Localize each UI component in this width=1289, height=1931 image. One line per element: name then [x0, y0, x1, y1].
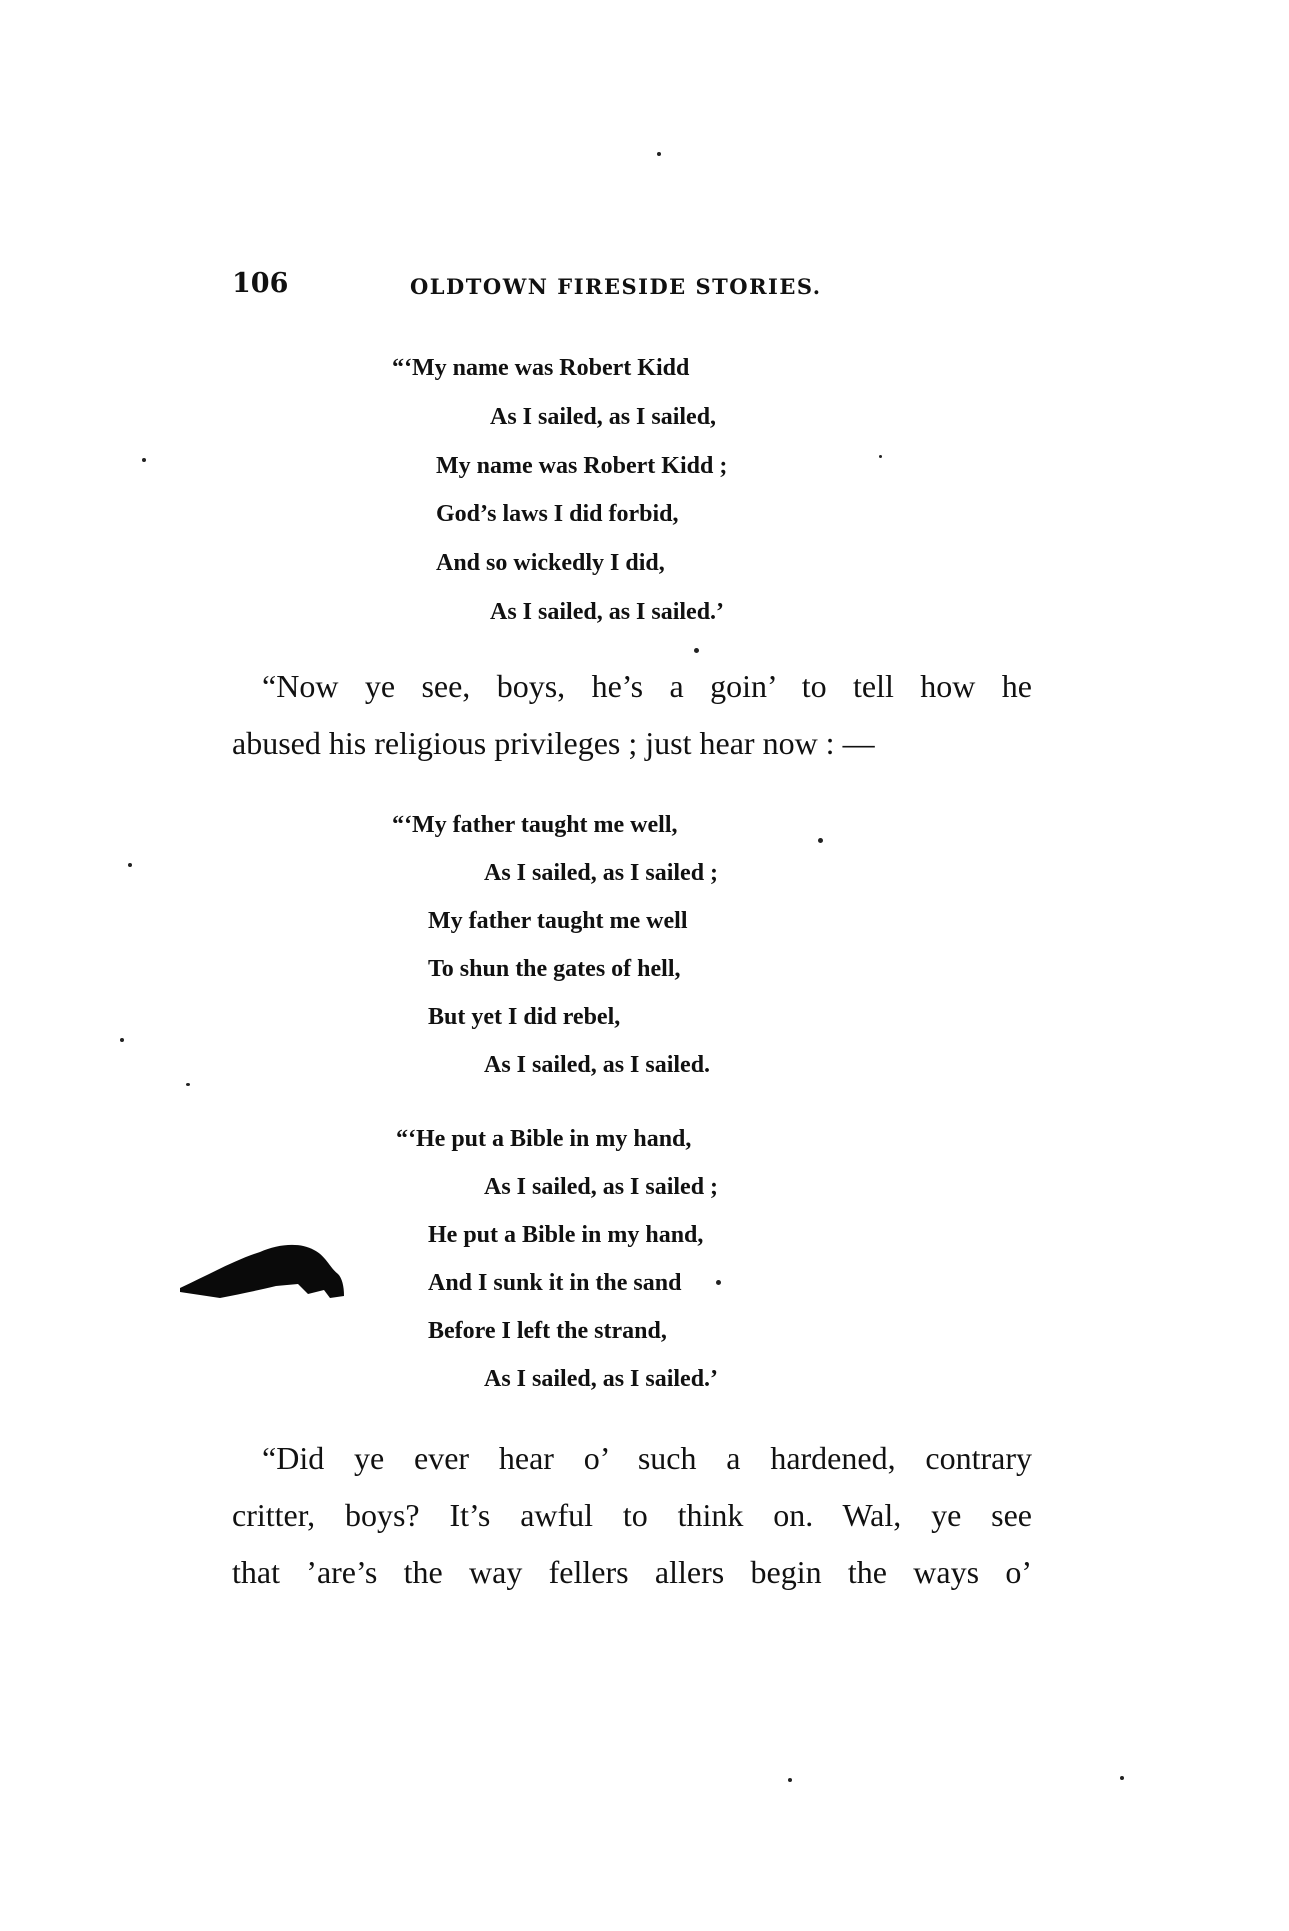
speck: [120, 1038, 124, 1042]
prose-line: “Now ye see, boys, he’s a goin’ to tell how he: [262, 668, 1032, 704]
speck: [1120, 1776, 1124, 1780]
verse-line: As I sailed, as I sailed,: [490, 404, 717, 430]
running-title: OLDTOWN FIRESIDE STORIES.: [410, 274, 822, 299]
speck: [879, 455, 882, 458]
verse-line: As I sailed, as I sailed.’: [490, 599, 725, 625]
page-header: [232, 268, 872, 308]
prose-line: critter, boys? It’s awful to think on. Wal, ye see: [232, 1497, 1032, 1533]
verse-line: Before I left the strand,: [428, 1318, 667, 1344]
page-number: 106: [232, 268, 289, 299]
ink-blot-icon: [180, 1240, 350, 1310]
verse-line: As I sailed, as I sailed ;: [484, 1174, 719, 1200]
prose-line: abused his religious privileges ; just hear now : —: [232, 725, 875, 761]
speck: [716, 1280, 721, 1285]
verse-line: “‘He put a Bible in my hand,: [396, 1126, 692, 1152]
verse-line: But yet I did rebel,: [428, 1004, 621, 1030]
verse-line: And so wickedly I did,: [436, 550, 665, 576]
speck: [818, 838, 823, 843]
speck: [128, 863, 132, 867]
speck: [694, 648, 699, 653]
speck: [657, 152, 661, 156]
prose-line: that ’are’s the way fellers allers begin the ways o’: [232, 1554, 1032, 1590]
verse-line: My father taught me well: [428, 908, 688, 934]
verse-line: And I sunk it in the sand: [428, 1270, 682, 1296]
verse-line: As I sailed, as I sailed.: [484, 1052, 711, 1078]
prose-line: “Did ye ever hear o’ such a hardened, contrary: [262, 1440, 1032, 1476]
verse-line: God’s laws I did forbid,: [436, 501, 679, 527]
verse-line: As I sailed, as I sailed ;: [484, 860, 719, 886]
verse-line: He put a Bible in my hand,: [428, 1222, 704, 1248]
speck: [186, 1083, 190, 1086]
speck: [788, 1778, 792, 1782]
verse-line: My name was Robert Kidd ;: [436, 453, 728, 479]
speck: [142, 458, 146, 462]
verse-line: To shun the gates of hell,: [428, 956, 681, 982]
verse-line: “‘My name was Robert Kidd: [392, 355, 690, 381]
verse-line: As I sailed, as I sailed.’: [484, 1366, 719, 1392]
verse-line: “‘My father taught me well,: [392, 812, 678, 838]
